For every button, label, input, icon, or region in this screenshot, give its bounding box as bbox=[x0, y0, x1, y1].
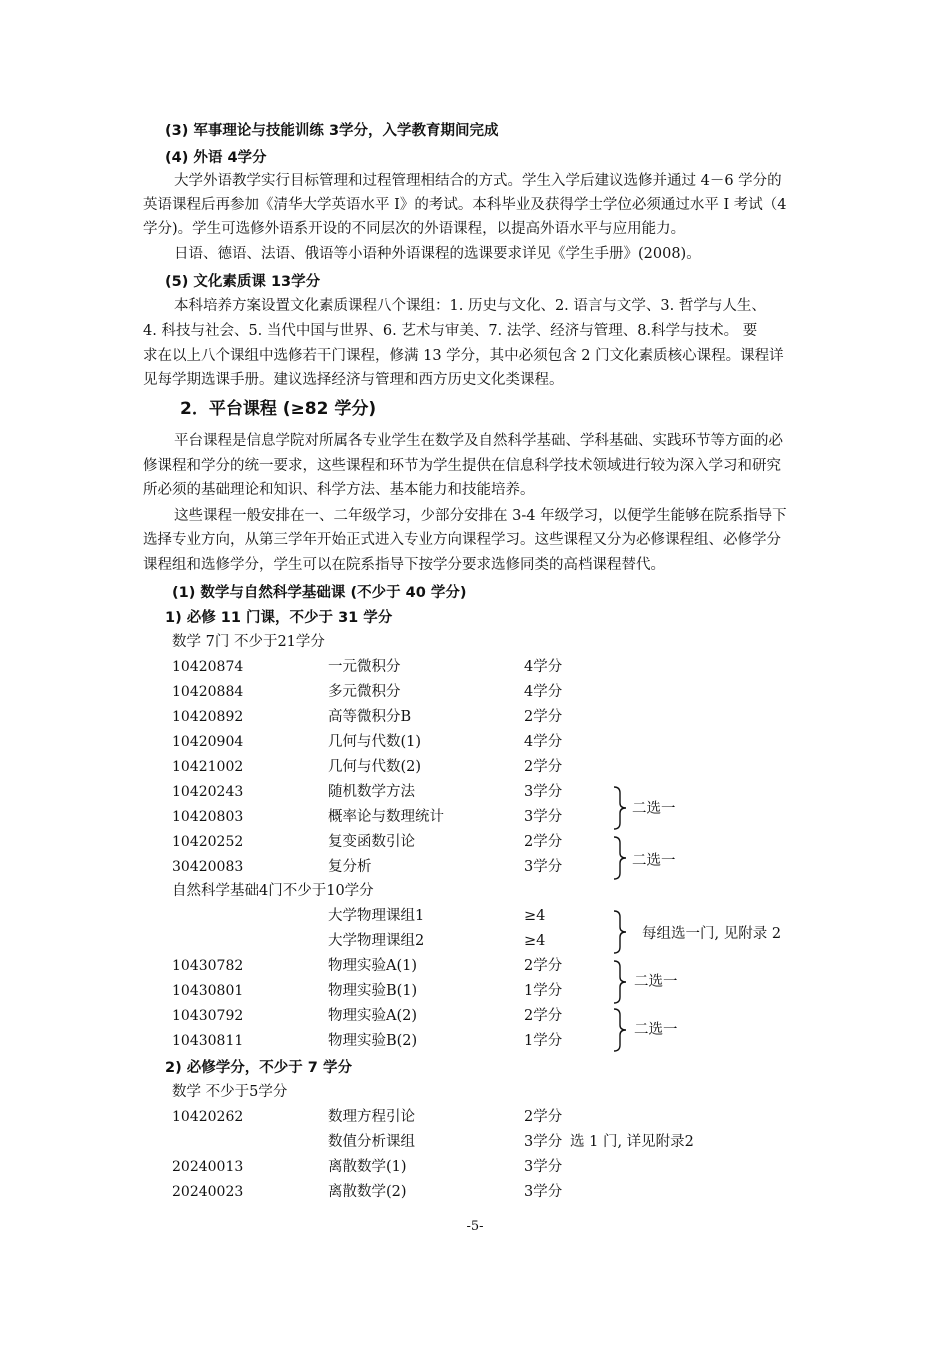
per-group-note: 每组选一门, 见附录 2 bbox=[642, 926, 782, 942]
course-credit: 2学分 bbox=[524, 1109, 563, 1125]
course-credit: 4学分 bbox=[524, 684, 563, 700]
course-code: 10430792 bbox=[172, 1008, 244, 1024]
section-3-heading: (3) 军事理论与技能训练 3学分，入学教育期间完成 bbox=[165, 123, 499, 139]
course-name: 一元微积分 bbox=[328, 659, 401, 675]
course-credit: 3学分 bbox=[524, 1184, 563, 1200]
course-code: 30420083 bbox=[172, 859, 244, 875]
course-code: 10420874 bbox=[172, 659, 244, 675]
paragraph-line: 所必须的基础理论和知识、科学方法、基本能力和技能培养。 bbox=[143, 482, 535, 498]
course-name: 数值分析课组 bbox=[328, 1134, 415, 1150]
page-number: -5- bbox=[466, 1219, 484, 1234]
course-name: 离散数学(1) bbox=[328, 1159, 407, 1175]
course-code: 10420884 bbox=[172, 684, 244, 700]
course-name: 离散数学(2) bbox=[328, 1184, 407, 1200]
right-brace-icon bbox=[612, 1008, 628, 1052]
right-brace-icon bbox=[612, 910, 628, 954]
course-credit: 2学分 bbox=[524, 709, 563, 725]
course-name: 物理实验A(2) bbox=[328, 1008, 418, 1024]
course-name: 物理实验A(1) bbox=[328, 958, 418, 974]
course-name: 复变函数引论 bbox=[328, 834, 415, 850]
course-credit: 2学分 bbox=[524, 1008, 563, 1024]
required-heading: 1) 必修 11 门课，不少于 31 学分 bbox=[165, 610, 393, 626]
course-name: 物理实验B(1) bbox=[328, 983, 418, 999]
course-credit: 1学分 bbox=[524, 983, 563, 999]
course-code: 10421002 bbox=[172, 759, 244, 775]
course-credit: 3学分 bbox=[524, 809, 563, 825]
right-brace-icon bbox=[612, 836, 628, 880]
platform-heading: 2．平台课程 (≥82 学分) bbox=[180, 399, 377, 419]
required-credits-heading: 2) 必修学分，不少于 7 学分 bbox=[165, 1060, 352, 1076]
course-code: 10420892 bbox=[172, 709, 244, 725]
course-credit: 2学分 bbox=[524, 759, 563, 775]
course-name: 大学物理课组1 bbox=[328, 908, 425, 924]
paragraph-line: 英语课程后再参加《清华大学英语水平 I》的考试。本科毕业及获得学士学位必须通过水平 I 考试（4 bbox=[143, 197, 787, 213]
choose-one-label: 二选一 bbox=[632, 853, 676, 869]
course-name: 几何与代数(1) bbox=[328, 734, 422, 750]
right-brace-icon bbox=[612, 960, 628, 1004]
paragraph-line: 这些课程一般安排在一、二年级学习，少部分安排在 3-4 年级学习，以便学生能够在院系指导下 bbox=[174, 508, 787, 524]
numeric-analysis-note: 选 1 门, 详见附录2 bbox=[570, 1134, 694, 1150]
course-credit: 2学分 bbox=[524, 958, 563, 974]
course-credit: 2学分 bbox=[524, 834, 563, 850]
math2-group-heading: 数学 不少于5学分 bbox=[172, 1084, 288, 1100]
course-credit: 1学分 bbox=[524, 1033, 563, 1049]
course-code: 10420262 bbox=[172, 1109, 244, 1125]
course-name: 复分析 bbox=[328, 859, 372, 875]
subsection-1-heading: (1) 数学与自然科学基础课 (不少于 40 学分) bbox=[172, 585, 467, 601]
course-code: 20240013 bbox=[172, 1159, 244, 1175]
course-code: 10430782 bbox=[172, 958, 244, 974]
paragraph-line: 本科培养方案设置文化素质课程八个课组：1. 历史与文化、2. 语言与文学、3. 哲学与人生、 bbox=[174, 298, 766, 314]
choose-one-label: 二选一 bbox=[632, 801, 676, 817]
paragraph-line: 4. 科技与社会、5. 当代中国与世界、6. 艺术与审美、7. 法学、经济与管理、8.科学与技术。 要 bbox=[143, 323, 758, 339]
right-brace-icon bbox=[612, 786, 628, 830]
paragraph-line: 大学外语教学实行目标管理和过程管理相结合的方式。学生入学后建议选修并通过 4－6 学分的 bbox=[174, 173, 782, 189]
course-credit: 4学分 bbox=[524, 659, 563, 675]
paragraph-line: 选择专业方向，从第三学年开始正式进入专业方向课程学习。这些课程又分为必修课程组、必修学分 bbox=[143, 532, 781, 548]
choose-one-label: 二选一 bbox=[634, 1022, 678, 1038]
section-4-heading: (4) 外语 4学分 bbox=[165, 150, 267, 166]
course-credit: 3学分 bbox=[524, 859, 563, 875]
course-code: 10430801 bbox=[172, 983, 244, 999]
course-credit: ≥4 bbox=[524, 933, 546, 949]
section-5-heading: (5) 文化素质课 13学分 bbox=[165, 274, 321, 290]
course-name: 高等微积分B bbox=[328, 709, 412, 725]
course-credit: 4学分 bbox=[524, 734, 563, 750]
course-credit: 3学分 bbox=[524, 1159, 563, 1175]
course-name: 概率论与数理统计 bbox=[328, 809, 444, 825]
paragraph-line: 平台课程是信息学院对所属各专业学生在数学及自然科学基础、学科基础、实践环节等方面的必 bbox=[174, 433, 783, 449]
course-name: 大学物理课组2 bbox=[328, 933, 425, 949]
course-name: 几何与代数(2) bbox=[328, 759, 422, 775]
paragraph-line: 求在以上八个课组中选修若干门课程，修满 13 学分，其中必须包含 2 门文化素质核心课程。课程详 bbox=[143, 348, 784, 364]
course-name: 数理方程引论 bbox=[328, 1109, 415, 1125]
course-code: 10420803 bbox=[172, 809, 244, 825]
math-group-heading: 数学 7门 不少于21学分 bbox=[172, 634, 325, 650]
course-credit: ≥4 bbox=[524, 908, 546, 924]
paragraph-line: 日语、德语、法语、俄语等小语种外语课程的选课要求详见《学生手册》(2008)。 bbox=[174, 246, 701, 262]
course-name: 物理实验B(2) bbox=[328, 1033, 418, 1049]
course-code: 10430811 bbox=[172, 1033, 244, 1049]
paragraph-line: 课程组和选修学分，学生可以在院系指导下按学分要求选修同类的高档课程替代。 bbox=[143, 557, 665, 573]
paragraph-line: 学分)。学生可选修外语系开设的不同层次的外语课程，以提高外语水平与应用能力。 bbox=[143, 221, 686, 237]
course-code: 20240023 bbox=[172, 1184, 244, 1200]
paragraph-line: 见每学期选课手册。建议选择经济与管理和西方历史文化类课程。 bbox=[143, 372, 564, 388]
course-code: 10420904 bbox=[172, 734, 244, 750]
course-name: 多元微积分 bbox=[328, 684, 401, 700]
choose-one-label: 二选一 bbox=[634, 974, 678, 990]
course-code: 10420252 bbox=[172, 834, 244, 850]
natsci-group-heading: 自然科学基础4门不少于10学分 bbox=[172, 883, 374, 899]
course-name: 随机数学方法 bbox=[328, 784, 415, 800]
course-credit: 3学分 bbox=[524, 784, 563, 800]
course-code: 10420243 bbox=[172, 784, 244, 800]
paragraph-line: 修课程和学分的统一要求，这些课程和环节为学生提供在信息科学技术领域进行较为深入学习和研究 bbox=[143, 458, 781, 474]
course-credit: 3学分 bbox=[524, 1134, 563, 1150]
